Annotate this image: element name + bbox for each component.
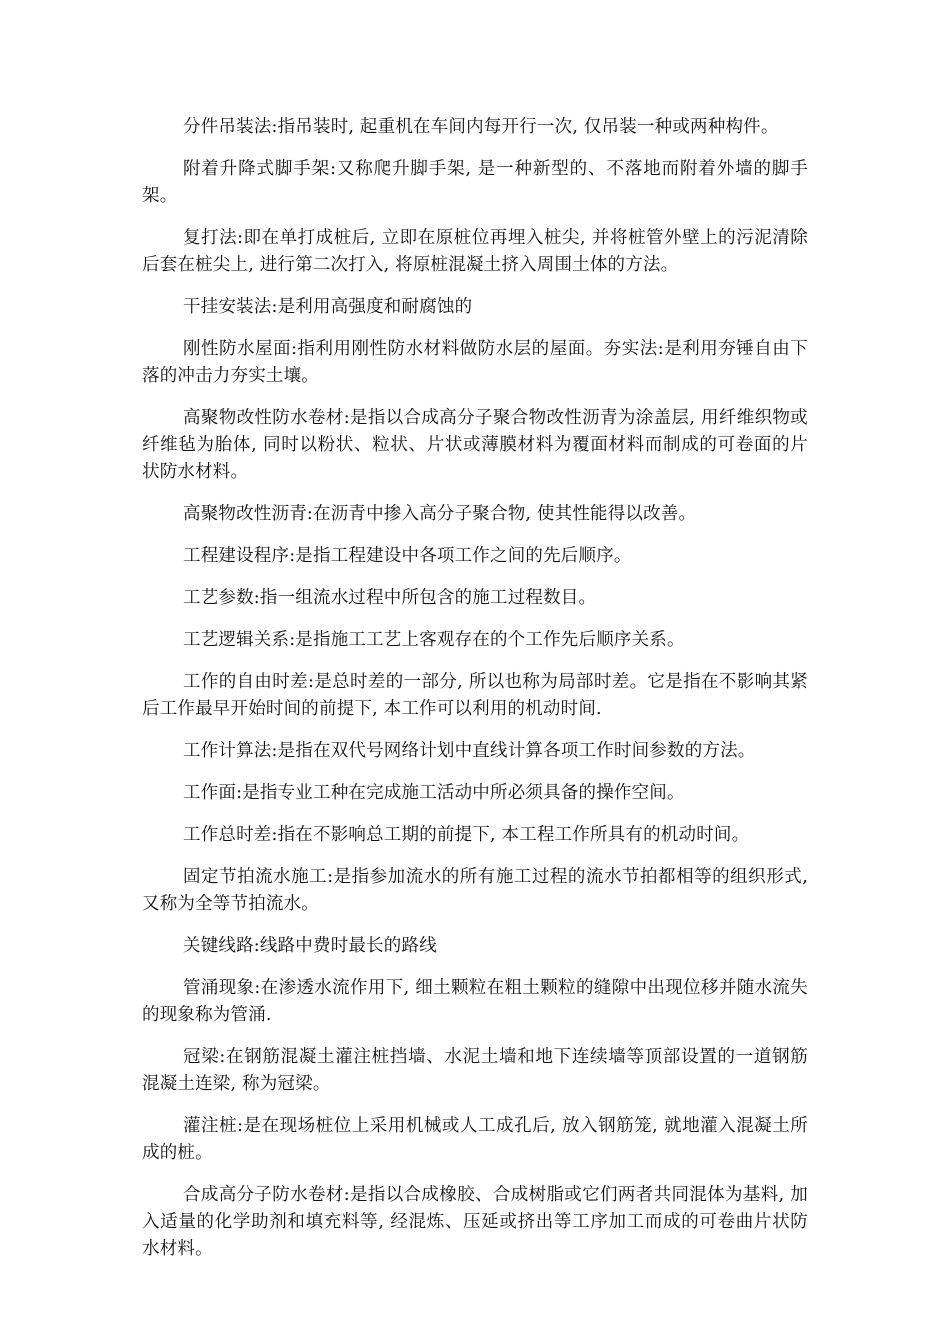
- definition-paragraph: 灌注桩:是在现场桩位上采用机械或人工成孔后, 放入钢筋笼, 就地灌入混凝土所成的桩。: [142, 1116, 808, 1163]
- definition-paragraph: 合成高分子防水卷材:是指以合成橡胶、合成树脂或它们两者共同混体为基料, 加入适量的化学助剂和填充料等, 经混炼、压延或挤出等工序加工而成的可卷曲片状防水材料。: [142, 1185, 808, 1259]
- definition-paragraph: 附着升降式脚手架:又称爬升脚手架, 是一种新型的、不落地而附着外墙的脚手架。: [142, 159, 808, 206]
- definition-paragraph: 工程建设程序:是指工程建设中各项工作之间的先后顺序。: [183, 546, 632, 566]
- definition-paragraph: 冠梁:在钢筋混凝土灌注桩挡墙、水泥土墙和地下连续墙等顶部设置的一道钢筋混凝土连梁, 称为冠梁。: [142, 1047, 808, 1094]
- definition-paragraph: 关键线路:线路中费时最长的路线: [183, 936, 437, 956]
- definition-paragraph: 固定节拍流水施工:是指参加流水的所有施工过程的流水节拍都相等的组织形式, 又称为全等节拍流水。: [142, 867, 808, 914]
- definition-paragraph: 工作面:是指专业工种在完成施工活动中所必须具备的操作空间。: [183, 783, 685, 803]
- definition-paragraph: 工作计算法:是指在双代号网络计划中直线计算各项工作时间参数的方法。: [183, 741, 756, 761]
- definition-paragraph: 分件吊装法:指吊装时, 起重机在车间内每开行一次, 仅吊装一种或两种构件。: [183, 117, 779, 137]
- definition-paragraph: 工艺逻辑关系:是指施工工艺上客观存在的个工作先后顺序关系。: [183, 630, 685, 650]
- definition-paragraph: 工作总时差:指在不影响总工期的前提下, 本工程工作所具有的机动时间。: [183, 825, 750, 845]
- definition-paragraph: 复打法:即在单打成桩后, 立即在原桩位再埋入桩尖, 并将桩管外壁上的污泥清除后套在桩尖上, 进行第二次打入, 将原桩混凝土挤入周围土体的方法。: [142, 228, 808, 275]
- definition-paragraph: 高聚物改性沥青:在沥青中掺入高分子聚合物, 使其性能得以改善。: [183, 504, 697, 524]
- definition-paragraph: 干挂安装法:是利用高强度和耐腐蚀的: [183, 297, 473, 317]
- definition-paragraph: 工艺参数:指一组流水过程中所包含的施工过程数目。: [183, 588, 597, 608]
- definition-paragraph: 高聚物改性防水卷材:是指以合成高分子聚合物改性沥青为涂盖层, 用纤维织物或纤维毡为胎体, 同时以粉状、粒状、片状或薄膜材料为覆面材料而制成的可卷面的片状防水材料。: [142, 408, 808, 482]
- definition-paragraph: 工作的自由时差:是总时差的一部分, 所以也称为局部时差。它是指在不影响其紧后工作最早开始时间的前提下, 本工作可以利用的机动时间.: [142, 672, 808, 719]
- definition-paragraph: 管涌现象:在渗透水流作用下, 细土颗粒在粗土颗粒的缝隙中出现位移并随水流失的现象称为管涌.: [142, 978, 808, 1025]
- definition-paragraph: 刚性防水屋面:指利用刚性防水材料做防水层的屋面。夯实法:是利用夯锤自由下落的冲击力夯实土壤。: [142, 339, 808, 386]
